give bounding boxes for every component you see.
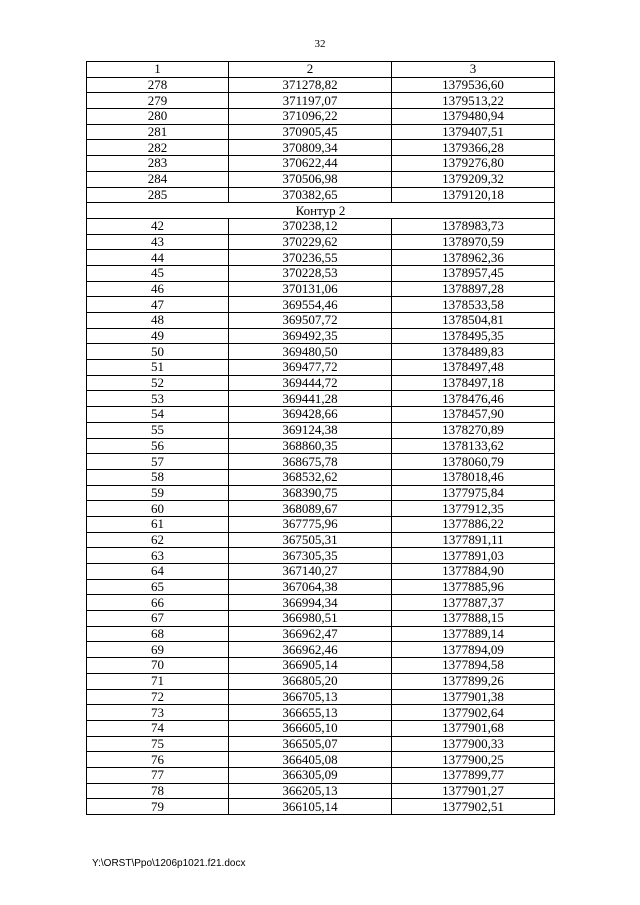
table-row	[87, 469, 555, 485]
y-coordinate-cell: 1378533,58	[392, 297, 555, 313]
y-coordinate-cell: 1377889,14	[392, 626, 555, 642]
column-header-y: 3	[392, 62, 555, 78]
x-coordinate-cell: 366105,14	[229, 799, 392, 815]
point-number-cell: 42	[87, 218, 229, 234]
y-coordinate-cell: 1377901,38	[392, 689, 555, 705]
table-row	[87, 187, 555, 203]
x-coordinate-cell: 369428,66	[229, 407, 392, 423]
point-number-cell: 282	[87, 140, 229, 156]
x-coordinate-cell: 370809,34	[229, 140, 392, 156]
x-coordinate-cell: 366905,14	[229, 658, 392, 674]
point-number-cell: 65	[87, 579, 229, 595]
point-number-cell: 63	[87, 548, 229, 564]
point-number-cell: 72	[87, 689, 229, 705]
table-row	[87, 689, 555, 705]
point-number-cell: 48	[87, 313, 229, 329]
y-coordinate-cell: 1378060,79	[392, 454, 555, 470]
x-coordinate-cell: 369554,46	[229, 297, 392, 313]
table-row	[87, 454, 555, 470]
y-coordinate-cell: 1377885,96	[392, 579, 555, 595]
table-row	[87, 438, 555, 454]
x-coordinate-cell: 370382,65	[229, 187, 392, 203]
point-number-cell: 73	[87, 705, 229, 721]
coordinates-table	[86, 61, 555, 815]
x-coordinate-cell: 367305,35	[229, 548, 392, 564]
table-row	[87, 611, 555, 627]
y-coordinate-cell: 1377975,84	[392, 485, 555, 501]
x-coordinate-cell: 370229,62	[229, 234, 392, 250]
table-row	[87, 783, 555, 799]
x-coordinate-cell: 366405,08	[229, 752, 392, 768]
point-number-cell: 76	[87, 752, 229, 768]
table-row	[87, 720, 555, 736]
table-row	[87, 344, 555, 360]
y-coordinate-cell: 1379276,80	[392, 156, 555, 172]
y-coordinate-cell: 1377888,15	[392, 611, 555, 627]
table-row	[87, 218, 555, 234]
x-coordinate-cell: 370228,53	[229, 265, 392, 281]
y-coordinate-cell: 1379209,32	[392, 171, 555, 187]
table-row	[87, 579, 555, 595]
point-number-cell: 46	[87, 281, 229, 297]
table-row	[87, 156, 555, 172]
point-number-cell: 77	[87, 767, 229, 783]
y-coordinate-cell: 1377894,58	[392, 658, 555, 674]
x-coordinate-cell: 370905,45	[229, 124, 392, 140]
point-number-cell: 55	[87, 422, 229, 438]
y-coordinate-cell: 1377887,37	[392, 595, 555, 611]
y-coordinate-cell: 1378962,36	[392, 250, 555, 266]
point-number-cell: 64	[87, 564, 229, 580]
table-row	[87, 673, 555, 689]
y-coordinate-cell: 1377901,27	[392, 783, 555, 799]
section-label: Контур 2	[87, 203, 555, 219]
table-row	[87, 422, 555, 438]
point-number-cell: 78	[87, 783, 229, 799]
x-coordinate-cell: 367064,38	[229, 579, 392, 595]
table-row	[87, 281, 555, 297]
x-coordinate-cell: 366962,47	[229, 626, 392, 642]
table-row	[87, 171, 555, 187]
table-row	[87, 375, 555, 391]
y-coordinate-cell: 1378457,90	[392, 407, 555, 423]
x-coordinate-cell: 369444,72	[229, 375, 392, 391]
table-row	[87, 752, 555, 768]
x-coordinate-cell: 367140,27	[229, 564, 392, 580]
table-row	[87, 391, 555, 407]
point-number-cell: 68	[87, 626, 229, 642]
point-number-cell: 284	[87, 171, 229, 187]
y-coordinate-cell: 1377891,11	[392, 532, 555, 548]
point-number-cell: 58	[87, 469, 229, 485]
y-coordinate-cell: 1378970,59	[392, 234, 555, 250]
table-header-row	[87, 62, 555, 78]
page-number: 32	[314, 38, 326, 50]
table-row	[87, 516, 555, 532]
y-coordinate-cell: 1378489,83	[392, 344, 555, 360]
x-coordinate-cell: 368390,75	[229, 485, 392, 501]
y-coordinate-cell: 1377912,35	[392, 501, 555, 517]
point-number-cell: 43	[87, 234, 229, 250]
y-coordinate-cell: 1379366,28	[392, 140, 555, 156]
x-coordinate-cell: 370236,55	[229, 250, 392, 266]
y-coordinate-cell: 1378495,35	[392, 328, 555, 344]
y-coordinate-cell: 1379513,22	[392, 93, 555, 109]
table-row	[87, 250, 555, 266]
table-row	[87, 658, 555, 674]
y-coordinate-cell: 1379120,18	[392, 187, 555, 203]
point-number-cell: 285	[87, 187, 229, 203]
point-number-cell: 62	[87, 532, 229, 548]
x-coordinate-cell: 366962,46	[229, 642, 392, 658]
point-number-cell: 59	[87, 485, 229, 501]
point-number-cell: 53	[87, 391, 229, 407]
table-row	[87, 297, 555, 313]
table-body	[87, 62, 555, 815]
point-number-cell: 52	[87, 375, 229, 391]
file-path-footer: Y:\ORST\Ppo\1206p1021.f21.docx	[92, 858, 246, 869]
point-number-cell: 79	[87, 799, 229, 815]
table-row	[87, 313, 555, 329]
x-coordinate-cell: 371096,22	[229, 109, 392, 125]
table-row	[87, 799, 555, 815]
y-coordinate-cell: 1377899,77	[392, 767, 555, 783]
section-row	[87, 203, 555, 219]
x-coordinate-cell: 367775,96	[229, 516, 392, 532]
table-row	[87, 564, 555, 580]
point-number-cell: 61	[87, 516, 229, 532]
x-coordinate-cell: 371197,07	[229, 93, 392, 109]
table-row	[87, 532, 555, 548]
point-number-cell: 283	[87, 156, 229, 172]
point-number-cell: 56	[87, 438, 229, 454]
y-coordinate-cell: 1378497,18	[392, 375, 555, 391]
point-number-cell: 280	[87, 109, 229, 125]
y-coordinate-cell: 1378983,73	[392, 218, 555, 234]
table-row	[87, 767, 555, 783]
y-coordinate-cell: 1379480,94	[392, 109, 555, 125]
x-coordinate-cell: 366994,34	[229, 595, 392, 611]
x-coordinate-cell: 366505,07	[229, 736, 392, 752]
table-row	[87, 736, 555, 752]
column-header-point: 1	[87, 62, 229, 78]
point-number-cell: 51	[87, 360, 229, 376]
column-header-x: 2	[229, 62, 392, 78]
x-coordinate-cell: 368860,35	[229, 438, 392, 454]
y-coordinate-cell: 1378133,62	[392, 438, 555, 454]
table-row	[87, 407, 555, 423]
table-row	[87, 93, 555, 109]
y-coordinate-cell: 1378476,46	[392, 391, 555, 407]
x-coordinate-cell: 366605,10	[229, 720, 392, 736]
y-coordinate-cell: 1377901,68	[392, 720, 555, 736]
table-row	[87, 109, 555, 125]
y-coordinate-cell: 1377900,25	[392, 752, 555, 768]
point-number-cell: 281	[87, 124, 229, 140]
y-coordinate-cell: 1377899,26	[392, 673, 555, 689]
point-number-cell: 44	[87, 250, 229, 266]
y-coordinate-cell: 1379536,60	[392, 77, 555, 93]
x-coordinate-cell: 366805,20	[229, 673, 392, 689]
y-coordinate-cell: 1378270,89	[392, 422, 555, 438]
point-number-cell: 67	[87, 611, 229, 627]
point-number-cell: 57	[87, 454, 229, 470]
x-coordinate-cell: 367505,31	[229, 532, 392, 548]
y-coordinate-cell: 1377891,03	[392, 548, 555, 564]
table-row	[87, 485, 555, 501]
point-number-cell: 45	[87, 265, 229, 281]
table-row	[87, 140, 555, 156]
y-coordinate-cell: 1377902,64	[392, 705, 555, 721]
point-number-cell: 60	[87, 501, 229, 517]
x-coordinate-cell: 370238,12	[229, 218, 392, 234]
y-coordinate-cell: 1378897,28	[392, 281, 555, 297]
x-coordinate-cell: 368089,67	[229, 501, 392, 517]
x-coordinate-cell: 369480,50	[229, 344, 392, 360]
x-coordinate-cell: 368675,78	[229, 454, 392, 470]
x-coordinate-cell: 366980,51	[229, 611, 392, 627]
x-coordinate-cell: 366655,13	[229, 705, 392, 721]
point-number-cell: 69	[87, 642, 229, 658]
table-row	[87, 642, 555, 658]
table-row	[87, 501, 555, 517]
x-coordinate-cell: 370131,06	[229, 281, 392, 297]
point-number-cell: 71	[87, 673, 229, 689]
x-coordinate-cell: 371278,82	[229, 77, 392, 93]
x-coordinate-cell: 369477,72	[229, 360, 392, 376]
point-number-cell: 54	[87, 407, 229, 423]
x-coordinate-cell: 369492,35	[229, 328, 392, 344]
x-coordinate-cell: 369507,72	[229, 313, 392, 329]
y-coordinate-cell: 1377902,51	[392, 799, 555, 815]
y-coordinate-cell: 1377894,09	[392, 642, 555, 658]
table-row	[87, 124, 555, 140]
y-coordinate-cell: 1378018,46	[392, 469, 555, 485]
table-row	[87, 265, 555, 281]
point-number-cell: 279	[87, 93, 229, 109]
point-number-cell: 47	[87, 297, 229, 313]
table-row	[87, 360, 555, 376]
table-row	[87, 548, 555, 564]
y-coordinate-cell: 1377886,22	[392, 516, 555, 532]
x-coordinate-cell: 366205,13	[229, 783, 392, 799]
point-number-cell: 75	[87, 736, 229, 752]
point-number-cell: 74	[87, 720, 229, 736]
point-number-cell: 70	[87, 658, 229, 674]
table-row	[87, 328, 555, 344]
table-row	[87, 626, 555, 642]
x-coordinate-cell: 370506,98	[229, 171, 392, 187]
point-number-cell: 66	[87, 595, 229, 611]
y-coordinate-cell: 1377884,90	[392, 564, 555, 580]
y-coordinate-cell: 1377900,33	[392, 736, 555, 752]
table-row	[87, 595, 555, 611]
y-coordinate-cell: 1378504,81	[392, 313, 555, 329]
table-row	[87, 234, 555, 250]
y-coordinate-cell: 1378497,48	[392, 360, 555, 376]
x-coordinate-cell: 370622,44	[229, 156, 392, 172]
point-number-cell: 49	[87, 328, 229, 344]
x-coordinate-cell: 366705,13	[229, 689, 392, 705]
x-coordinate-cell: 369124,38	[229, 422, 392, 438]
x-coordinate-cell: 366305,09	[229, 767, 392, 783]
y-coordinate-cell: 1379407,51	[392, 124, 555, 140]
x-coordinate-cell: 368532,62	[229, 469, 392, 485]
x-coordinate-cell: 369441,28	[229, 391, 392, 407]
point-number-cell: 278	[87, 77, 229, 93]
table-row	[87, 77, 555, 93]
point-number-cell: 50	[87, 344, 229, 360]
y-coordinate-cell: 1378957,45	[392, 265, 555, 281]
table-row	[87, 705, 555, 721]
